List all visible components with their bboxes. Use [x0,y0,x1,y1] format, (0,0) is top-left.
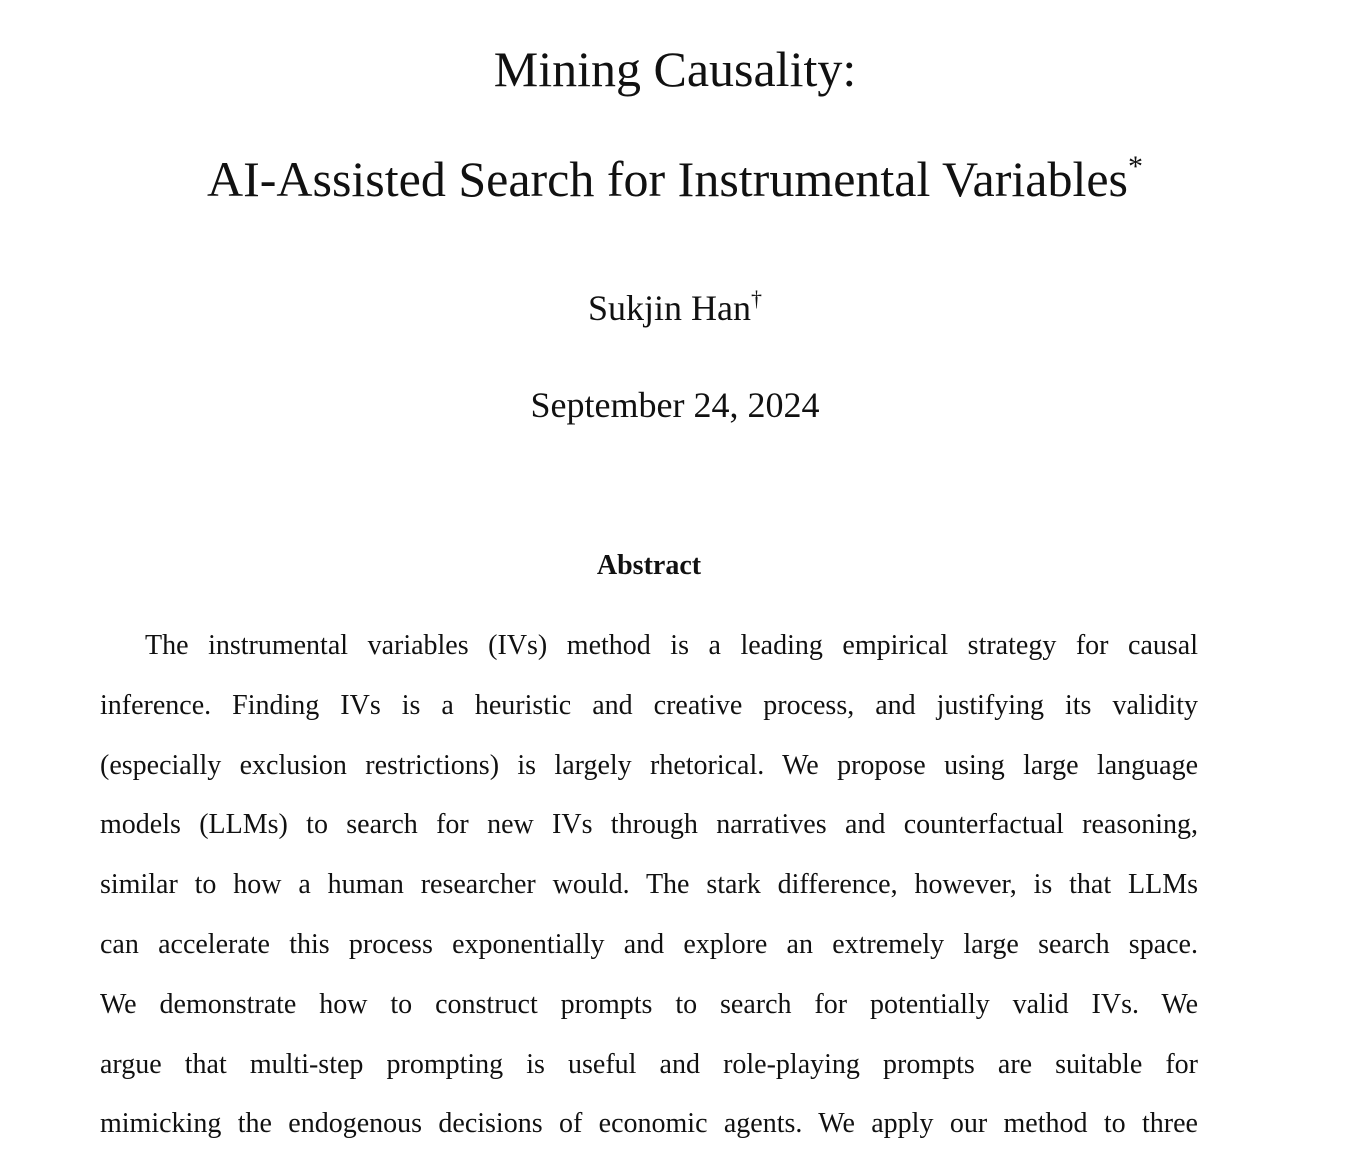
title-footnote-mark: * [1128,150,1144,183]
abstract-heading: Abstract [596,550,702,581]
abstract-line: (especially exclusion restrictions) is largely rhetorical. We propose using large language [100,749,1198,781]
author-name: Sukjin Han [587,288,751,328]
title-line-2-text: AI-Assisted Search for Instrumental Variables [206,151,1129,207]
paper-title-line-1 [0,41,1350,97]
abstract-line: mimicking the endogenous decisions of economic agents. We apply our method to three [100,1108,1198,1140]
author [0,286,1350,328]
abstract-line: The instrumental variables (IVs) method is a leading empirical strategy for causal [145,630,1198,661]
abstract-line: similar to how a human researcher would. The stark difference, however, is that LLMs [100,869,1198,901]
abstract-line: can accelerate this process exponentially and explore an extremely large search space. [100,928,1198,960]
publication-date: September 24, 2024 [530,385,820,425]
paper-title-line-2 [0,150,1350,207]
title-line-1-text: Mining Causality: [493,41,857,97]
abstract-line: models (LLMs) to search for new IVs through narratives and counterfactual reasoning, [100,809,1198,841]
abstract-body [100,626,1198,1164]
author-footnote-mark: † [751,286,762,311]
abstract-line: argue that multi-step prompting is useful and role-playing prompts are suitable for [100,1048,1198,1080]
abstract-line: inference. Finding IVs is a heuristic and creative process, and justifying its validity [100,689,1198,721]
abstract-line: We demonstrate how to construct prompts to search for potentially valid IVs. We [100,988,1198,1020]
